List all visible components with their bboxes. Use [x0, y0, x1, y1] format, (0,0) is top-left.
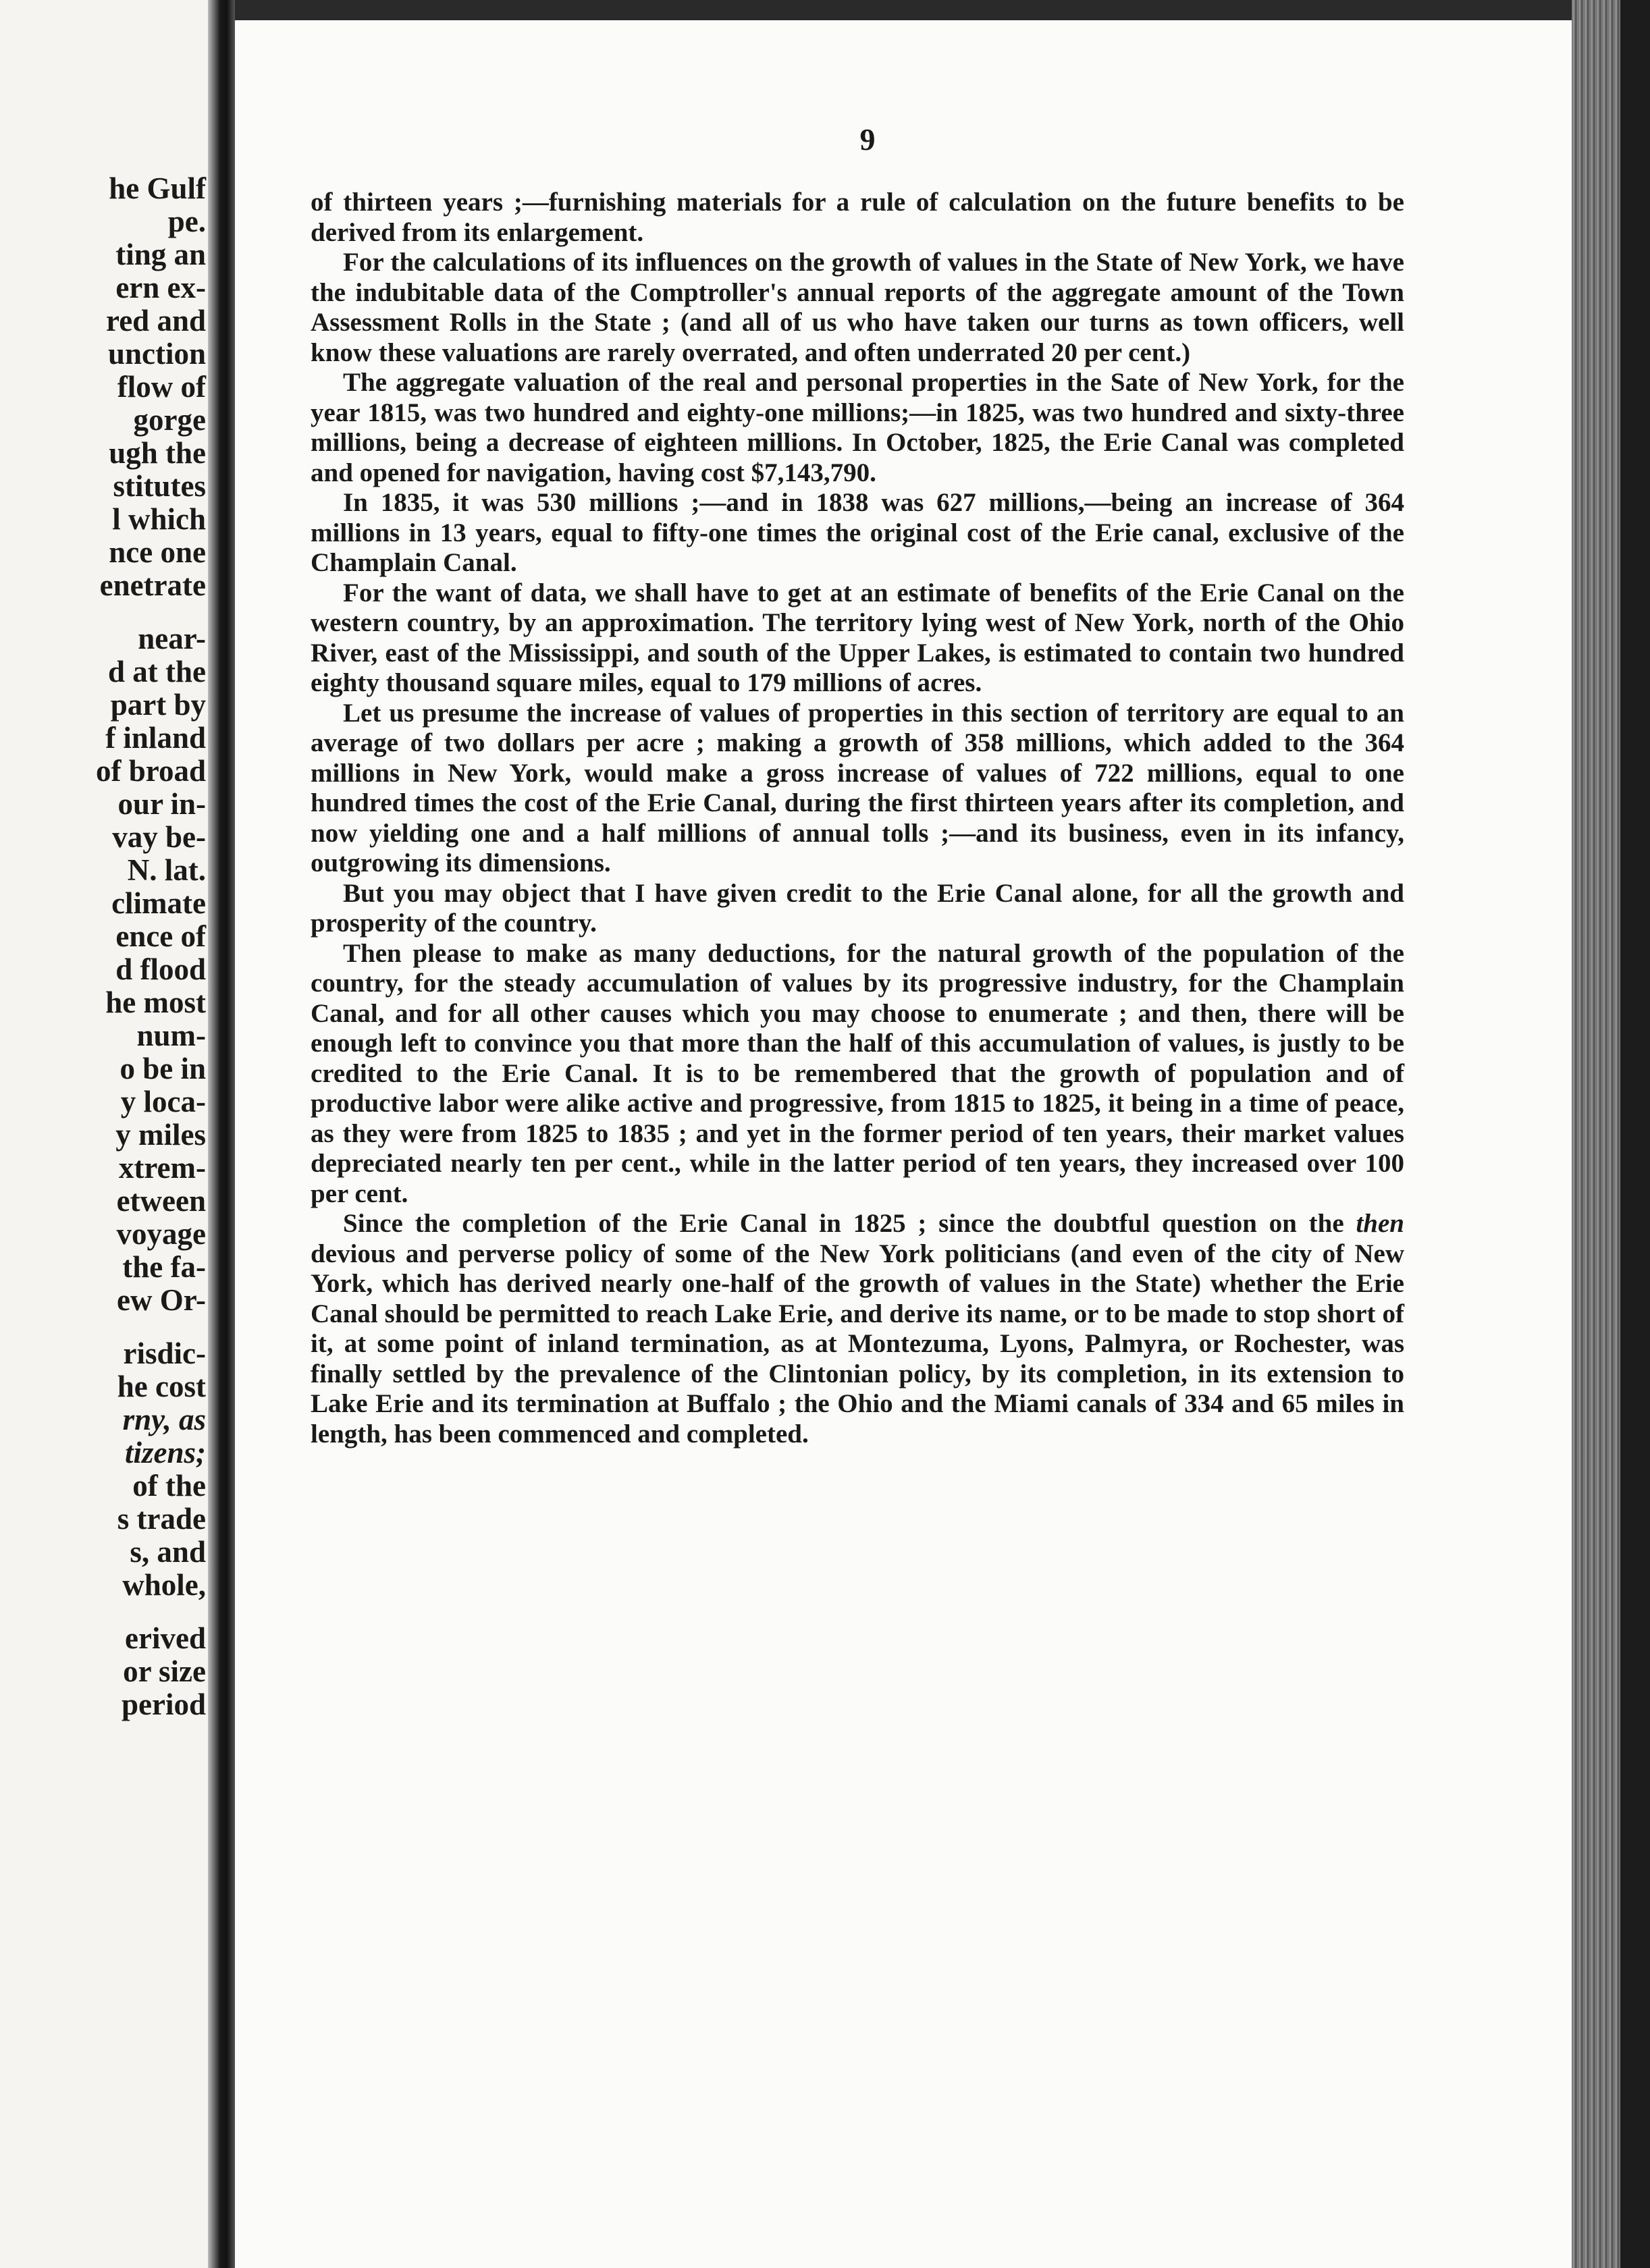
left-page-fragment: of the: [132, 1469, 206, 1503]
left-page-fragment: our in-: [117, 787, 206, 821]
body-text: [311, 188, 1404, 1449]
left-page-fragment: gorge: [133, 403, 206, 437]
paragraph: Then please to make as many deductions, for the natural growth of the population of the country, for the steady accumulation of values by its progressive industry, for the Champlain Canal, and for all other causes which you may choose to enumerate ; and then, there will be enough left to convince you that more than the half of this accumulation of values, is justly to be credited to the Erie Canal. It is to be remembered that the growth of population and of productive labor were alike active and progressive, from 1815 to 1825, it being in a time of peace, as they were from 1825 to 1835 ; and yet in the former period of ten years, their market values depreciated nearly ten per cent., while in the latter period of ten years, they increased over 100 per cent.: [311, 938, 1404, 1208]
left-page-fragment: he cost: [117, 1370, 206, 1403]
italic-word: then: [1356, 1209, 1404, 1238]
left-page-fragment: nce one: [109, 535, 206, 569]
left-page-gap: [0, 1602, 206, 1622]
paragraph: of thirteen years ;—furnishing materials for a rule of calculation on the future benefits to be derived from its enlargement.: [311, 188, 1404, 247]
left-page-fragment: flow of: [117, 370, 206, 404]
paragraph: Let us presume the increase of values of properties in this section of territory are equal to an average of two dollars per acre ; making a growth of 358 millions, which added to the 364 millions in New York, would make a gross increase of values of 722 millions, equal to one hundred times the cost of the Erie Canal, during the first thirteen years after its completion, and now yielding one and a half millions of annual tolls ;—and its business, even in its infancy, outgrowing its dimensions.: [311, 698, 1404, 878]
left-page-fragment: he Gulf: [109, 171, 206, 205]
paragraph: The aggregate valuation of the real and personal properties in the Sate of New York, for the year 1815, was two hundred and eighty-one millions;—in 1825, was two hundred and sixty-three millions, being a decrease of eighteen millions. In October, 1825, the Erie Canal was completed and opened for navigation, having cost $7,143,790.: [311, 368, 1404, 487]
book-gutter-shadow: [208, 0, 235, 2268]
left-page-fragment: ence of: [115, 919, 206, 953]
left-page-fragment: ting an: [115, 238, 206, 271]
paragraph: [311, 1209, 1404, 1449]
left-page-fragment: voyage: [116, 1217, 206, 1251]
left-page-fragment: unction: [107, 337, 206, 371]
left-page-fragment: stitutes: [113, 469, 206, 503]
left-page-fragment: climate: [111, 886, 206, 920]
left-page-fragment: vay be-: [112, 820, 206, 854]
left-page-fragment: enetrate: [99, 568, 206, 602]
left-page-fragment: near-: [138, 622, 206, 655]
left-page-fragment: ern ex-: [115, 271, 206, 304]
left-page-fragment: s trade: [117, 1502, 206, 1536]
left-page-fragment: whole,: [122, 1568, 206, 1602]
left-page-fragment: xtrem-: [118, 1151, 206, 1185]
left-page-fragment: red and: [106, 304, 206, 338]
left-page-fragment: d flood: [115, 952, 206, 986]
scan-right-border: [1620, 0, 1650, 2268]
left-page-fragment: y miles: [115, 1118, 206, 1152]
left-page-fragment: pe.: [167, 205, 206, 238]
left-page-fragment: s, and: [130, 1535, 206, 1569]
paragraph: But you may object that I have given credit to the Erie Canal alone, for all the growth and prosperity of the country.: [311, 878, 1404, 938]
paragraph: In 1835, it was 530 millions ;—and in 1838 was 627 millions,—being an increase of 364 millions in 13 years, equal to fifty-one times the original cost of the Erie canal, exclusive of the Champlain Canal.: [311, 488, 1404, 577]
left-page-fragment: d at the: [108, 655, 206, 688]
left-page-gap: [0, 1317, 206, 1337]
left-page-text-fragments: [0, 172, 206, 1721]
paragraph-text: Since the completion of the Erie Canal in 1825 ; since the doubtful question on the: [343, 1209, 1356, 1238]
left-page-fragment: num-: [136, 1019, 206, 1052]
left-page-fragment: o be in: [119, 1052, 206, 1085]
page-number: 9: [859, 122, 876, 157]
left-page-fragment: l which: [112, 502, 206, 536]
left-page-fragment: tizens;: [124, 1436, 206, 1469]
left-page-fragment: N. lat.: [127, 853, 206, 887]
left-page-fragment: ew Or-: [116, 1283, 206, 1317]
left-page-fragment: or size: [123, 1654, 206, 1688]
left-page-fragment: he most: [105, 986, 206, 1019]
left-page-fragment: of broad: [96, 754, 206, 788]
left-page-fragment: y loca-: [120, 1085, 206, 1118]
paragraph: For the want of data, we shall have to get at an estimate of benefits of the Erie Canal on the western country, by an approximation. The territory lying west of New York, north of the Ohio River, east of the Mississippi, and south of the Upper Lakes, is estimated to contain two hundred eighty thousand square miles, equal to 179 millions of acres.: [311, 578, 1404, 697]
left-page-fragment: f inland: [105, 721, 206, 755]
left-page-fragment: erived: [125, 1621, 206, 1655]
left-page-fragment: ugh the: [109, 436, 206, 470]
paragraph: For the calculations of its influences on the growth of values in the State of New York, we have the indubitable data of the Comptroller's annual reports of the aggregate amount of the Town Assessment Rolls in the State ; (and all of us who have taken our turns as town officers, well know these valuations are rarely overrated, and often underrated 20 per cent.): [311, 248, 1404, 367]
paragraph-text: devious and perverse policy of some of the New York politicians (and even of the city of New York, which has derived nearly one-half of the growth of values in the State) whether the Erie Canal should be permitted to reach Lake Erie, and derive its name, or to be made to stop short of it, at some point of inland termination, as at Montezuma, Lyons, Palmyra, or Rochester, was finally settled by the prevalence of the Clintonian policy, by its completion, in its extension to Lake Erie and its termination at Buffalo ; the Ohio and the Miami canals of 334 and 65 miles in length, has been commenced and completed.: [311, 1239, 1404, 1449]
left-page-fragment: period: [121, 1688, 206, 1721]
left-page-fragment: part by: [110, 688, 206, 722]
left-page-fragment: the fa-: [122, 1250, 206, 1284]
left-page-fragment: rny, as: [122, 1403, 206, 1436]
scan-top-border: [215, 0, 1650, 20]
left-page-fragment: etween: [116, 1184, 206, 1218]
left-page-gap: [0, 602, 206, 622]
left-page-fragment: risdic-: [123, 1336, 206, 1370]
left-page-edge: [0, 0, 215, 2268]
